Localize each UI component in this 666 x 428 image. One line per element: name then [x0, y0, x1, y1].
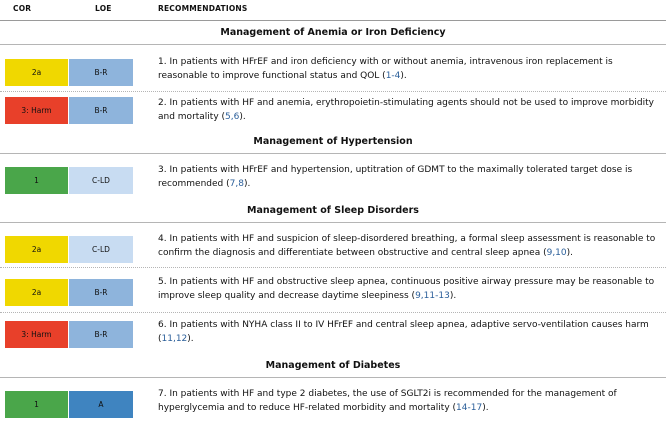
cor-badge: 1	[5, 391, 68, 418]
section-divider	[0, 44, 666, 45]
table-header	[0, 0, 666, 21]
reference-link[interactable]: 1-4	[385, 71, 401, 81]
section-divider	[0, 222, 666, 223]
loe-badge: A	[69, 391, 133, 418]
recommendation-text: 5. In patients with HF and obstructive sleep apnea, continuous positive airway pressure may be reasonable to improve sleep quality and decrease daytime sleepiness (9,11-13).	[158, 277, 655, 301]
section-title-sleep-disorders: Management of Sleep Disorders	[247, 205, 419, 216]
recommendations-header: RECOMMENDATIONS	[158, 4, 248, 13]
reference-link[interactable]: 11,12	[161, 334, 188, 344]
reference-link[interactable]: 5,6	[225, 112, 240, 122]
recommendation-text: 3. In patients with HFrEF and hypertension, uptitration of GDMT to the maximally tolerated target dose is recommended (7,8).	[158, 165, 633, 189]
recommendation-text: 2. In patients with HF and anemia, erythropoietin-stimulating agents should not be used to improve morbidity and mortality (5,6).	[158, 98, 654, 122]
reference-link[interactable]: 14-17	[456, 403, 483, 413]
reference-link[interactable]: 7,8	[229, 179, 244, 189]
section-title-anemia: Management of Anemia or Iron Deficiency	[220, 27, 446, 38]
loe-badge: C-LD	[69, 236, 133, 263]
loe-header: LOE	[95, 4, 112, 13]
section-divider	[0, 377, 666, 378]
recommendation-text: 4. In patients with HF and suspicion of sleep-disordered breathing, a formal sleep assessment is reasonable to confirm the diagnosis and differentiate between obstructive and central sleep apnea (9,10).	[158, 234, 656, 258]
loe-badge: C-LD	[69, 167, 133, 194]
reference-link[interactable]: 9,11-13	[415, 291, 450, 301]
cor-badge: 2a	[5, 59, 68, 86]
row-divider	[0, 267, 666, 268]
cor-badge: 3: Harm	[5, 97, 68, 124]
row-divider	[0, 312, 666, 313]
reference-link[interactable]: 9,10	[546, 248, 567, 258]
cor-badge: 2a	[5, 279, 68, 306]
cor-badge: 1	[5, 167, 68, 194]
loe-badge: B-R	[69, 59, 133, 86]
cor-badge: 2a	[5, 236, 68, 263]
recommendation-text: 7. In patients with HF and type 2 diabetes, the use of SGLT2i is recommended for the management of hyperglycemia and to reduce HF-related morbidity and mortality (14-17).	[158, 389, 617, 413]
section-title-diabetes: Management of Diabetes	[265, 360, 401, 371]
row-divider	[0, 91, 666, 92]
loe-badge: B-R	[69, 321, 133, 348]
loe-badge: B-R	[69, 97, 133, 124]
loe-badge: B-R	[69, 279, 133, 306]
section-divider	[0, 153, 666, 154]
recommendation-text: 1. In patients with HFrEF and iron deficiency with or without anemia, intravenous iron replacement is reasonable to improve functional status and QOL (1-4).	[158, 57, 613, 81]
section-title-hypertension: Management of Hypertension	[253, 136, 413, 147]
cor-header: COR	[13, 4, 32, 13]
cor-badge: 3: Harm	[5, 321, 68, 348]
recommendation-text: 6. In patients with NYHA class II to IV HFrEF and central sleep apnea, adaptive servo-ventilation causes harm (11,12).	[158, 320, 649, 344]
